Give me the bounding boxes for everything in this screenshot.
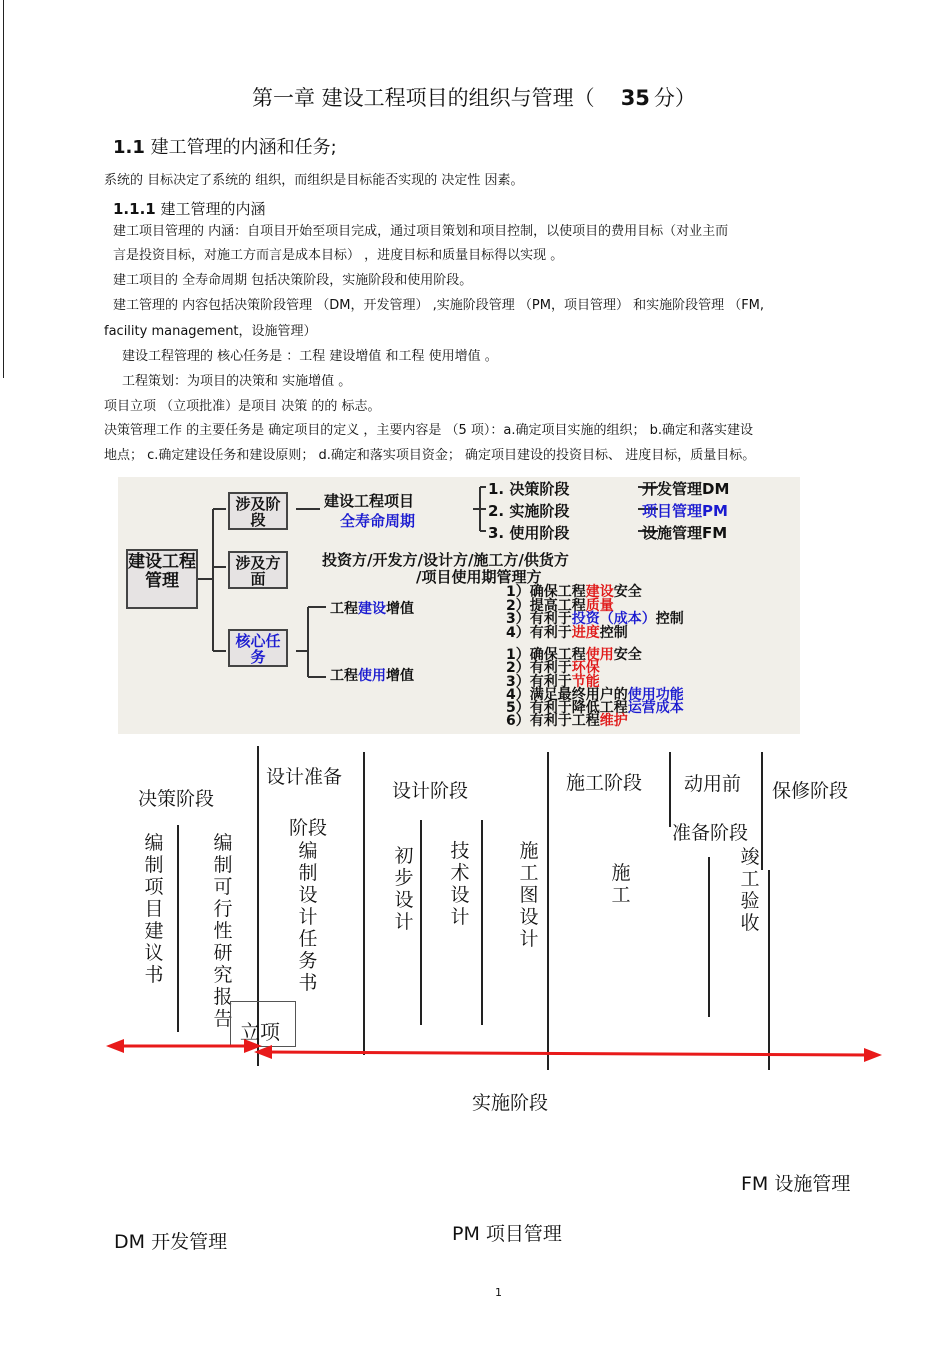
divider-preliminary-technical — [420, 820, 422, 1025]
build-value-item: 2）提高工程质量 — [506, 597, 614, 614]
stage-construction: 施工阶段 — [566, 772, 643, 794]
use-value-item: 6）有利于工程维护 — [506, 713, 628, 730]
use-value-item: 1）确保工程使用安全 — [506, 647, 642, 663]
paragraph-decision-2: 地点； c.确定建设任务和建设原则； d.确定和落实项目资金； 确定项目建设的投资目标、 进度目标，质量目标。 — [104, 448, 756, 463]
mgmt-fm: 设施管理FM — [642, 524, 728, 542]
lifecycle-subtitle: 全寿命周期 — [340, 512, 416, 530]
task-acceptance: 竣工验收 — [740, 846, 760, 934]
stage-pre-use: 动用前 — [684, 773, 742, 795]
approval-label: 立项 — [240, 1020, 280, 1044]
fm-label: FM 设施管理 — [741, 1173, 851, 1195]
paragraph-decision-1: 决策管理工作 的主要任务是 确定项目的定义 ，主要内容是 （5 项）：a.确定项目实施的组织； b.确定和落实建设 — [104, 423, 754, 438]
divider-technical-drawing — [481, 820, 483, 1025]
task-preliminary: 初步设计 — [394, 845, 414, 933]
branch-aspects-box: 涉及方面 — [228, 551, 288, 589]
divider-construction-acceptance — [708, 857, 710, 1017]
mgmt-dm: 开发管理DM — [642, 480, 730, 498]
timeline-arrows — [0, 1032, 950, 1072]
implementation-label: 实施阶段 — [472, 1092, 549, 1114]
section-heading-1-1-1: 1.1.1 建工管理的内涵 — [113, 200, 266, 218]
use-value-item: 2）有利于环保 — [506, 660, 600, 677]
paragraph-content-1: 建工管理的 内容包括决策阶段管理 （DM，开发管理） ,实施阶段管理 （PM，项目管理） 和实施阶段管理 （FM, — [113, 298, 765, 313]
stage-design-prep: 设计准备 — [266, 766, 343, 788]
decision-arrow-left-head — [106, 1039, 124, 1053]
task-proposal: 编制项目建议书 — [144, 832, 164, 986]
divider-preuse-warranty — [761, 752, 763, 870]
mgmt-pm: 项目管理PM — [642, 502, 728, 520]
section-heading-1-1: 1.1 建工管理的内涵和任务; — [113, 137, 337, 158]
mind-map-root: 建设工程管理 — [126, 549, 198, 609]
use-value-item: 5）有利于降低工程运营成本 — [506, 700, 684, 717]
divider-construction-preuse — [669, 752, 671, 827]
task-technical: 技术设计 — [450, 840, 470, 928]
build-value-item: 1）确保工程建设安全 — [506, 584, 642, 600]
lifecycle-title: 建设工程项目 — [324, 492, 415, 510]
branch-core-task-box: 核心任务 — [228, 629, 288, 667]
page-number: 1 — [495, 1286, 502, 1299]
use-value-list — [506, 649, 684, 729]
paragraph-planning: 工程策划：为项目的决策和 实施增值 。 — [122, 374, 352, 389]
stage-pre-use-2: 准备阶段 — [672, 822, 749, 844]
divider-prep-design — [363, 752, 365, 1055]
dm-label: DM 开发管理 — [114, 1231, 228, 1253]
paragraph-connotation-1: 建工项目管理的 内涵：自项目开始至项目完成，通过项目策划和项目控制，以使项目的费用目标（对业主而 — [113, 224, 729, 239]
divider-proposal-feasibility — [177, 825, 179, 1032]
stage-warranty: 保修阶段 — [772, 780, 849, 802]
paragraph-core-task: 建设工程管理的 核心任务是 ：工程 建设增值 和工程 使用增值 。 — [122, 349, 498, 364]
use-value-item: 3）有利于节能 — [506, 673, 600, 690]
paragraph-goal: 系统的 目标决定了系统的 组织，而组织是目标能否实现的 决定性 因素。 — [104, 173, 524, 188]
stage-row-decision: 1. 决策阶段 — [488, 480, 570, 498]
chapter-title: 第一章 建设工程项目的组织与管理（ 35 分） — [252, 86, 696, 110]
paragraph-connotation-2: 言是投资目标，对施工方而言是成本目标） ，进度目标和质量目标得以实现 。 — [113, 248, 564, 263]
parties-line-1: 投资方/开发方/设计方/施工方/供货方 — [322, 551, 569, 569]
stage-row-implementation: 2. 实施阶段 — [488, 502, 570, 520]
implementation-arrow-right-head — [864, 1048, 882, 1062]
use-value-item: 4）满足最终用户的使用功能 — [506, 686, 684, 703]
build-value-label: 工程建设增值 — [330, 601, 414, 617]
paragraph-content-2: facility management，设施管理） — [104, 324, 317, 339]
stage-design-prep-2: 阶段 — [289, 817, 328, 839]
use-value-label: 工程使用增值 — [330, 668, 414, 684]
paragraph-approval: 项目立项 （立项批准）是项目 决策 的的 标志。 — [104, 399, 381, 414]
task-design-brief: 编制设计任务书 — [298, 840, 318, 994]
branch-stages-box: 涉及阶段 — [228, 492, 288, 530]
build-value-item: 4）有利于进度控制 — [506, 624, 628, 641]
stage-decision: 决策阶段 — [138, 788, 215, 810]
task-construction-drawing: 施工图设计 — [519, 840, 539, 950]
stage-row-use: 3. 使用阶段 — [488, 524, 570, 542]
build-value-list — [506, 586, 684, 640]
build-value-item: 3）有利于投资（成本）控制 — [506, 611, 684, 627]
mind-map-figure — [118, 477, 800, 734]
stage-design: 设计阶段 — [392, 780, 469, 802]
pm-label: PM 项目管理 — [452, 1223, 562, 1245]
task-feasibility: 编制可行性研究报告 — [213, 832, 233, 1030]
task-construction: 施工 — [611, 862, 631, 906]
divider-design-construction — [547, 752, 549, 1070]
implementation-arrow-line — [266, 1052, 870, 1055]
margin-rule — [3, 0, 4, 378]
chapter-score: 35 — [620, 86, 650, 110]
paragraph-lifecycle: 建工项目的 全寿命周期 包括决策阶段，实施阶段和使用阶段。 — [113, 273, 473, 288]
parties-line-2: /项目使用期管理方 — [416, 568, 542, 586]
